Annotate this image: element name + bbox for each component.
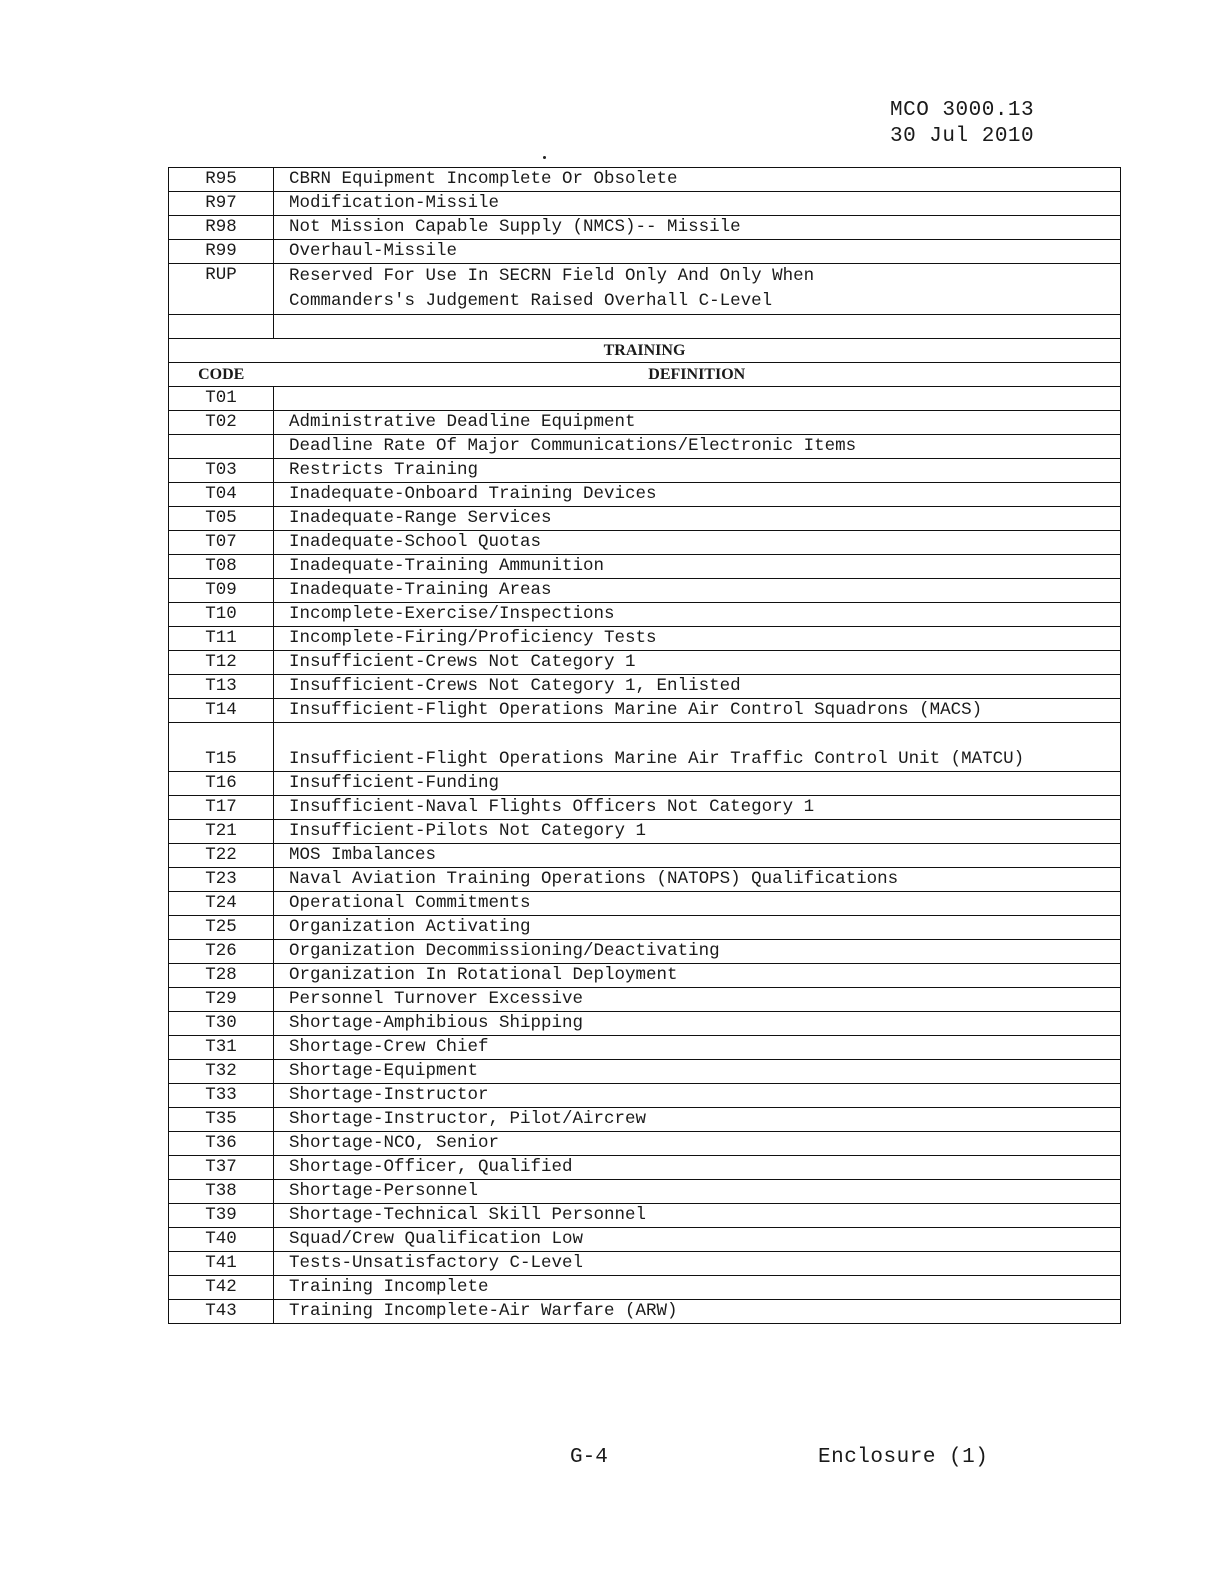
table-row xyxy=(169,1132,1121,1156)
definition-cell: Inadequate-Range Services xyxy=(274,507,1121,531)
code-cell: T22 xyxy=(169,844,274,868)
code-cell: T13 xyxy=(169,675,274,699)
code-cell: T02 xyxy=(169,411,274,435)
code-cell: T39 xyxy=(169,1204,274,1228)
definition-cell: Modification-Missile xyxy=(274,192,1121,216)
table-row xyxy=(169,988,1121,1012)
scan-mark xyxy=(543,156,546,159)
code-cell: RUP xyxy=(169,264,274,315)
definition-cell: Insufficient-Flight Operations Marine Air Traffic Control Unit (MATCU) xyxy=(274,723,1121,772)
code-cell: T09 xyxy=(169,579,274,603)
table-row xyxy=(169,579,1121,603)
code-cell: T15 xyxy=(169,723,274,772)
code-cell: T17 xyxy=(169,796,274,820)
empty-definition-cell xyxy=(274,315,1121,339)
definition-cell: Insufficient-Crews Not Category 1 xyxy=(274,651,1121,675)
definition-cell: Restricts Training xyxy=(274,459,1121,483)
definition-cell xyxy=(274,387,1121,411)
table-row xyxy=(169,1060,1121,1084)
code-cell: T29 xyxy=(169,988,274,1012)
definition-cell: Shortage-Personnel xyxy=(274,1180,1121,1204)
table-row xyxy=(169,627,1121,651)
table-row xyxy=(169,240,1121,264)
table-row xyxy=(169,216,1121,240)
table-row xyxy=(169,603,1121,627)
code-cell: T40 xyxy=(169,1228,274,1252)
definition-cell xyxy=(274,264,1121,315)
definition-cell: Shortage-Technical Skill Personnel xyxy=(274,1204,1121,1228)
table-row-t02-continued xyxy=(169,435,1121,459)
table-row xyxy=(169,1156,1121,1180)
code-cell: T30 xyxy=(169,1012,274,1036)
definition-cell: Shortage-Instructor xyxy=(274,1084,1121,1108)
table-row xyxy=(169,916,1121,940)
code-cell: T37 xyxy=(169,1156,274,1180)
definition-cell: Shortage-Equipment xyxy=(274,1060,1121,1084)
training-rows-a xyxy=(169,459,1121,723)
table-row xyxy=(169,892,1121,916)
definition-cell: Administrative Deadline Equipment xyxy=(274,411,1121,435)
column-header-code: CODE xyxy=(169,363,274,387)
definition-line-2: Commanders's Judgement Raised Overhall C-Level xyxy=(289,291,773,311)
table-row xyxy=(169,651,1121,675)
code-cell: T07 xyxy=(169,531,274,555)
code-cell: T21 xyxy=(169,820,274,844)
code-cell: T31 xyxy=(169,1036,274,1060)
table-row xyxy=(169,772,1121,796)
definition-cell: Insufficient-Flight Operations Marine Air Control Squadrons (MACS) xyxy=(274,699,1121,723)
table-row xyxy=(169,192,1121,216)
definition-cell: Shortage-Crew Chief xyxy=(274,1036,1121,1060)
table-row xyxy=(169,1228,1121,1252)
table-row xyxy=(169,168,1121,192)
document-header xyxy=(890,98,1034,150)
table-row xyxy=(169,964,1121,988)
code-cell: T16 xyxy=(169,772,274,796)
code-cell: R99 xyxy=(169,240,274,264)
definition-cell: Incomplete-Exercise/Inspections xyxy=(274,603,1121,627)
definition-cell: Organization In Rotational Deployment xyxy=(274,964,1121,988)
code-cell: T35 xyxy=(169,1108,274,1132)
code-cell: T05 xyxy=(169,507,274,531)
column-header-row xyxy=(169,363,1121,387)
table-row xyxy=(169,1036,1121,1060)
table-row xyxy=(169,483,1121,507)
definition-cell: Personnel Turnover Excessive xyxy=(274,988,1121,1012)
empty-code-cell xyxy=(169,315,274,339)
definition-cell: Insufficient-Pilots Not Category 1 xyxy=(274,820,1121,844)
training-rows-b xyxy=(169,772,1121,1324)
table-row-t15 xyxy=(169,723,1121,772)
definition-cell: Inadequate-Onboard Training Devices xyxy=(274,483,1121,507)
definition-cell: Shortage-Officer, Qualified xyxy=(274,1156,1121,1180)
code-cell: T38 xyxy=(169,1180,274,1204)
definition-cell: MOS Imbalances xyxy=(274,844,1121,868)
document-date: 30 Jul 2010 xyxy=(890,125,1035,148)
code-table xyxy=(168,167,1121,1324)
definition-cell: Operational Commitments xyxy=(274,892,1121,916)
definition-cell: Inadequate-School Quotas xyxy=(274,531,1121,555)
definition-cell: Naval Aviation Training Operations (NATOPS) Qualifications xyxy=(274,868,1121,892)
definition-line-1: Reserved For Use In SECRN Field Only And Only When xyxy=(289,266,815,286)
code-cell: T03 xyxy=(169,459,274,483)
table-row xyxy=(169,1300,1121,1324)
definition-cell: Insufficient-Funding xyxy=(274,772,1121,796)
code-cell: T41 xyxy=(169,1252,274,1276)
code-cell: T33 xyxy=(169,1084,274,1108)
code-cell: T28 xyxy=(169,964,274,988)
code-cell: T10 xyxy=(169,603,274,627)
code-cell: T11 xyxy=(169,627,274,651)
page-number: G-4 xyxy=(570,1446,608,1469)
code-cell: T04 xyxy=(169,483,274,507)
definition-cell: Not Mission Capable Supply (NMCS)-- Missile xyxy=(274,216,1121,240)
table-row xyxy=(169,1084,1121,1108)
definition-cell: Squad/Crew Qualification Low xyxy=(274,1228,1121,1252)
definition-cell: Organization Decommissioning/Deactivating xyxy=(274,940,1121,964)
table-row xyxy=(169,844,1121,868)
table-row xyxy=(169,1204,1121,1228)
definition-cell: Deadline Rate Of Major Communications/Electronic Items xyxy=(274,435,1121,459)
definition-cell: Insufficient-Naval Flights Officers Not Category 1 xyxy=(274,796,1121,820)
table-row xyxy=(169,555,1121,579)
definition-cell: Inadequate-Training Ammunition xyxy=(274,555,1121,579)
code-cell: T32 xyxy=(169,1060,274,1084)
table-row xyxy=(169,940,1121,964)
table-row xyxy=(169,531,1121,555)
table-row-rup xyxy=(169,264,1121,315)
enclosure-label: Enclosure (1) xyxy=(818,1446,989,1469)
code-cell: R97 xyxy=(169,192,274,216)
table-row xyxy=(169,868,1121,892)
empty-code-cell xyxy=(169,435,274,459)
column-header-definition: DEFINITION xyxy=(274,363,1121,387)
definition-cell: Tests-Unsatisfactory C-Level xyxy=(274,1252,1121,1276)
table-row xyxy=(169,796,1121,820)
top-rows xyxy=(169,168,1121,264)
definition-cell: Insufficient-Crews Not Category 1, Enlisted xyxy=(274,675,1121,699)
table-row xyxy=(169,699,1121,723)
definition-cell: Overhaul-Missile xyxy=(274,240,1121,264)
table-row xyxy=(169,820,1121,844)
definition-cell: Organization Activating xyxy=(274,916,1121,940)
table-row xyxy=(169,675,1121,699)
code-cell: T01 xyxy=(169,387,274,411)
table-row-t01 xyxy=(169,387,1121,411)
table-row xyxy=(169,1276,1121,1300)
code-cell: T36 xyxy=(169,1132,274,1156)
code-cell: T24 xyxy=(169,892,274,916)
definition-cell: Training Incomplete-Air Warfare (ARW) xyxy=(274,1300,1121,1324)
code-cell: T08 xyxy=(169,555,274,579)
code-cell: T26 xyxy=(169,940,274,964)
table-row xyxy=(169,1012,1121,1036)
code-cell: R95 xyxy=(169,168,274,192)
table-row-empty xyxy=(169,315,1121,339)
code-cell: R98 xyxy=(169,216,274,240)
document-number: MCO 3000.13 xyxy=(890,99,1035,122)
section-title-row xyxy=(169,339,1121,363)
definition-cell: Shortage-NCO, Senior xyxy=(274,1132,1121,1156)
code-cell: T42 xyxy=(169,1276,274,1300)
definition-cell: Shortage-Instructor, Pilot/Aircrew xyxy=(274,1108,1121,1132)
definition-cell: Incomplete-Firing/Proficiency Tests xyxy=(274,627,1121,651)
definition-cell: Inadequate-Training Areas xyxy=(274,579,1121,603)
table-row xyxy=(169,1108,1121,1132)
definition-cell: CBRN Equipment Incomplete Or Obsolete xyxy=(274,168,1121,192)
table-row xyxy=(169,1180,1121,1204)
definition-cell: Training Incomplete xyxy=(274,1276,1121,1300)
table-row xyxy=(169,459,1121,483)
section-title: TRAINING xyxy=(169,339,1121,363)
code-cell: T23 xyxy=(169,868,274,892)
table-row xyxy=(169,507,1121,531)
table-row xyxy=(169,1252,1121,1276)
code-cell: T43 xyxy=(169,1300,274,1324)
definition-cell: Shortage-Amphibious Shipping xyxy=(274,1012,1121,1036)
code-cell: T14 xyxy=(169,699,274,723)
table-row-t02 xyxy=(169,411,1121,435)
code-cell: T12 xyxy=(169,651,274,675)
code-cell: T25 xyxy=(169,916,274,940)
